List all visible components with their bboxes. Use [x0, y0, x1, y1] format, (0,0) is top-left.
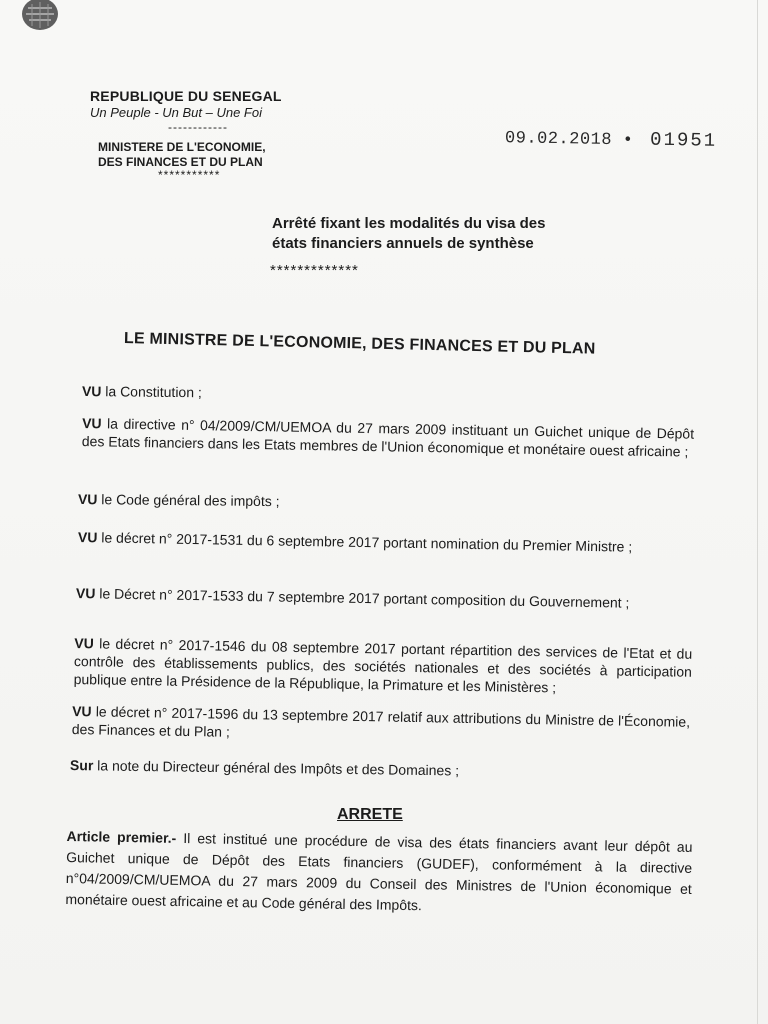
title-line-1: Arrêté fixant les modalités du visa des: [272, 215, 546, 232]
consideration-5: [76, 584, 690, 613]
page-edge: [757, 0, 758, 1024]
consideration-lead: Sur: [69, 757, 94, 774]
consideration-lead: VU: [77, 529, 98, 546]
stamp-date: 09.02.2018: [504, 129, 613, 151]
consideration-lead: VU: [75, 585, 96, 602]
title-line-2: états financiers annuels de synthèse: [272, 235, 534, 252]
republic-name: REPUBLIQUE DU SENEGAL: [90, 88, 282, 104]
consideration-1: [82, 382, 602, 405]
consideration-lead: VU: [72, 703, 92, 720]
consideration-6: [74, 634, 693, 699]
ministry-line-1: MINISTERE DE L'ECONOMIE,: [98, 140, 266, 154]
consideration-4: [78, 528, 692, 557]
document-title: [272, 214, 632, 279]
consideration-text: la Constitution ;: [101, 383, 202, 401]
consideration-7: [72, 702, 691, 749]
stamp-number: 01951: [649, 128, 718, 152]
title-stars: *************: [270, 262, 359, 279]
registration-stamp: [505, 126, 718, 152]
consideration-text: la note du Directeur général des Impôts et des Domaines ;: [93, 757, 460, 779]
consideration-8: [70, 756, 630, 782]
consideration-lead: VU: [81, 383, 102, 400]
minister-heading: LE MINISTRE DE L'ECONOMIE, DES FINANCES ET DU PLAN: [123, 330, 596, 358]
consideration-2: [82, 414, 695, 461]
header-divider: ------------: [168, 120, 228, 134]
ministry-name: [98, 140, 310, 170]
consideration-text: le décret n° 2017-1531 du 6 septembre 2017 portant nomination du Premier Ministre ;: [97, 529, 633, 555]
consideration-lead: VU: [74, 635, 94, 652]
article-text: Il est institué une procédure de visa des états financiers avant leur dépôt au Guichet unique de Dépôt des Etats financiers (GUDEF), conformément à la directive n°04/2009/CM/UEMOA du 27 mars 2009 du Conseil des Ministres de l'Union économique et monétaire ouest africaine et au Code général des Impôts.: [65, 829, 693, 914]
article-lead: Article premier.-: [66, 828, 177, 846]
header-stars: ***********: [158, 168, 221, 182]
national-motto: Un Peuple - Un But – Une Foi: [90, 105, 262, 120]
article-premier: [65, 826, 692, 921]
ministry-line-2: DES FINANCES ET DU PLAN: [98, 155, 263, 169]
arrete-heading: ARRETE: [337, 806, 403, 823]
consideration-text: le Code général des impôts ;: [97, 491, 280, 510]
consideration-lead: VU: [77, 491, 98, 508]
consideration-text: le décret n° 2017-1546 du 08 septembre 2017 portant répartition des services de l'Etat et du contrôle des établissements publics, des sociétés nationales et des sociétés à participation publique entre la Présidence de la République, la Primature et les Ministères ;: [73, 635, 693, 696]
issuer-header: [90, 88, 310, 180]
consideration-3: [78, 490, 598, 513]
consideration-text: la directive n° 04/2009/CM/UEMOA du 27 mars 2009 instituant un Guichet unique de Dépôt des Etats financiers dans les Etats membres de l'Union économique et monétaire ouest africaine ;: [81, 415, 695, 460]
consideration-text: le décret n° 2017-1596 du 13 septembre 2017 relatif aux attributions du Ministre de l'Économie, des Finances et du Plan ;: [71, 703, 691, 740]
consideration-text: le Décret n° 2017-1533 du 7 septembre 2017 portant composition du Gouvernement ;: [95, 585, 630, 611]
stamp-separator: •: [622, 131, 634, 151]
seal-emblem-icon: [20, 0, 62, 36]
consideration-lead: VU: [82, 415, 102, 432]
